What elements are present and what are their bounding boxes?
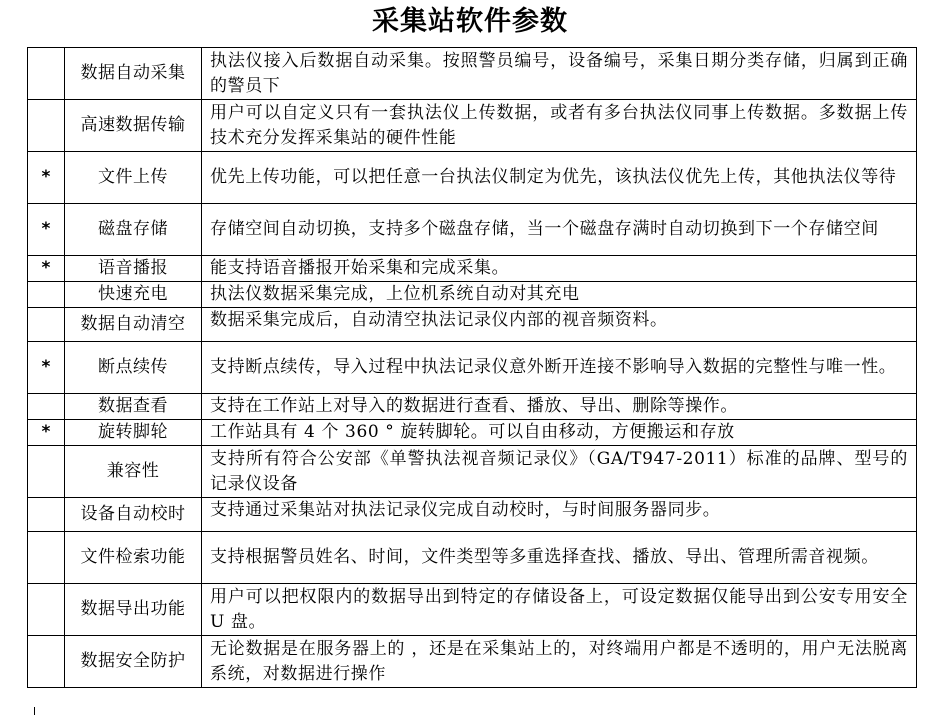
feature-description: 优先上传功能，可以把任意一台执法仪制定为优先，该执法仪优先上传，其他执法仪等待 — [202, 152, 917, 204]
feature-name: 文件检索功能 — [65, 532, 202, 584]
feature-description: 支持根据警员姓名、时间，文件类型等多重选择查找、播放、导出、管理所需音视频。 — [202, 532, 917, 584]
feature-description: 能支持语音播报开始采集和完成采集。 — [202, 256, 917, 282]
priority-mark — [28, 584, 65, 636]
feature-description: 数据采集完成后，自动清空执法记录仪内部的视音频资料。 — [202, 308, 917, 342]
feature-description: 支持通过采集站对执法记录仪完成自动校时，与时间服务器同步。 — [202, 498, 917, 532]
feature-name: 旋转脚轮 — [65, 420, 202, 446]
table-row — [28, 152, 917, 204]
feature-name: 数据自动采集 — [65, 48, 202, 100]
priority-mark — [28, 100, 65, 152]
priority-mark: * — [28, 256, 65, 282]
table-row — [28, 636, 917, 688]
feature-name: 设备自动校时 — [65, 498, 202, 532]
priority-mark: * — [28, 420, 65, 446]
priority-mark — [28, 532, 65, 584]
table-row — [28, 532, 917, 584]
table-row — [28, 100, 917, 152]
feature-description: 用户可以把权限内的数据导出到特定的存储设备上，可设定数据仅能导出到公安专用安全 U 盘。 — [202, 584, 917, 636]
text-cursor-mark — [34, 707, 35, 715]
priority-mark: * — [28, 342, 65, 394]
feature-name: 磁盘存储 — [65, 204, 202, 256]
priority-mark — [28, 282, 65, 308]
feature-description: 用户可以自定义只有一套执法仪上传数据，或者有多台执法仪同事上传数据。多数据上传技术充分发挥采集站的硬件性能 — [202, 100, 917, 152]
priority-mark: * — [28, 152, 65, 204]
priority-mark — [28, 48, 65, 100]
priority-mark — [28, 636, 65, 688]
priority-mark — [28, 308, 65, 342]
feature-name: 断点续传 — [65, 342, 202, 394]
feature-description: 执法仪数据采集完成，上位机系统自动对其充电 — [202, 282, 917, 308]
table-row — [28, 584, 917, 636]
table-row — [28, 420, 917, 446]
feature-name: 数据查看 — [65, 394, 202, 420]
table-row — [28, 204, 917, 256]
feature-name: 兼容性 — [65, 446, 202, 498]
table-row — [28, 282, 917, 308]
document-title: 采集站软件参数 — [372, 6, 568, 37]
table-row — [28, 498, 917, 532]
feature-name: 数据安全防护 — [65, 636, 202, 688]
priority-mark — [28, 498, 65, 532]
feature-description: 支持断点续传，导入过程中执法记录仪意外断开连接不影响导入数据的完整性与唯一性。 — [202, 342, 917, 394]
table-row — [28, 256, 917, 282]
table-row — [28, 342, 917, 394]
software-parameter-table — [27, 47, 917, 688]
feature-description: 支持所有符合公安部《单警执法视音频记录仪》（GA/T947-2011）标准的品牌、型号的记录仪设备 — [202, 446, 917, 498]
feature-description: 存储空间自动切换，支持多个磁盘存储，当一个磁盘存满时自动切换到下一个存储空间 — [202, 204, 917, 256]
feature-description: 无论数据是在服务器上的 ，还是在采集站上的，对终端用户都是不透明的，用户无法脱离系统，对数据进行操作 — [202, 636, 917, 688]
table-row — [28, 48, 917, 100]
feature-name: 数据自动清空 — [65, 308, 202, 342]
feature-name: 语音播报 — [65, 256, 202, 282]
feature-description: 执法仪接入后数据自动采集。按照警员编号，设备编号，采集日期分类存储，归属到正确的警员下 — [202, 48, 917, 100]
feature-name: 文件上传 — [65, 152, 202, 204]
feature-name: 高速数据传输 — [65, 100, 202, 152]
table-row — [28, 446, 917, 498]
feature-description: 支持在工作站上对导入的数据进行查看、播放、导出、删除等操作。 — [202, 394, 917, 420]
feature-description: 工作站具有 4 个 360 ° 旋转脚轮。可以自由移动，方便搬运和存放 — [202, 420, 917, 446]
feature-name: 数据导出功能 — [65, 584, 202, 636]
priority-mark — [28, 394, 65, 420]
table-row — [28, 394, 917, 420]
priority-mark — [28, 446, 65, 498]
feature-name: 快速充电 — [65, 282, 202, 308]
table-row — [28, 308, 917, 342]
priority-mark: * — [28, 204, 65, 256]
